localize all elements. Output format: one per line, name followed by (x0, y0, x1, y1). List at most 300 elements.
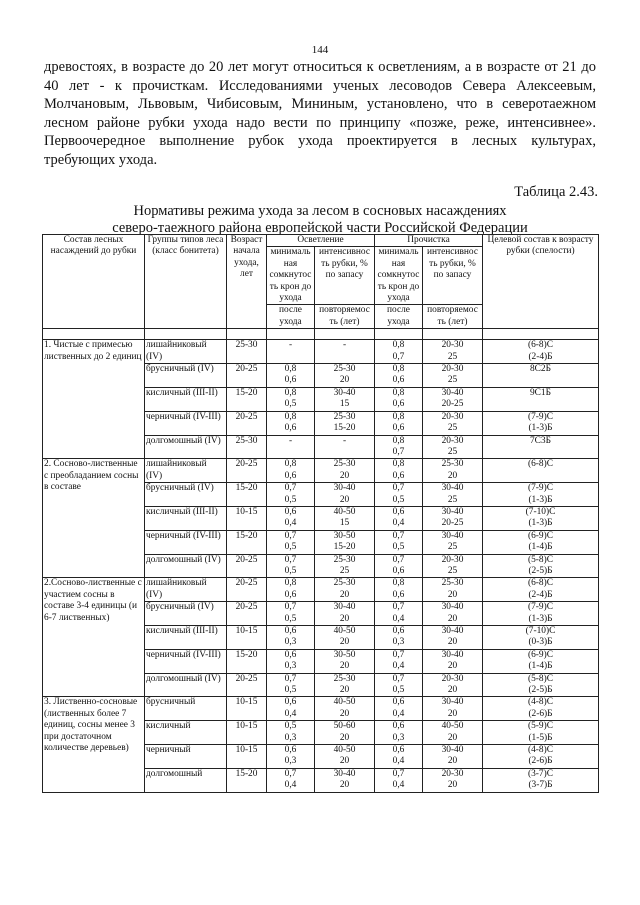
prochistka-closure-cell (375, 411, 423, 435)
start-age-cell: 15-20 (227, 768, 267, 792)
cell-value-bottom: 0,6 (284, 375, 297, 386)
cell-value-bottom: 0,3 (392, 637, 405, 648)
start-age-cell: 20-25 (227, 554, 267, 578)
target-composition-cell: (5-8)С (2-5)Б (483, 673, 599, 697)
header-after: после ухода (267, 305, 315, 329)
spacer-cell (315, 329, 375, 340)
cell-value-bottom: 20-25 (441, 518, 464, 529)
osvetlenie-closure-cell (267, 602, 315, 626)
cell-value-top: 0,5 (284, 721, 297, 732)
cell-value-top: 0,8 (284, 364, 297, 375)
cell-value-bottom: 20 (447, 756, 458, 767)
cell-value-top: 0,6 (392, 745, 405, 756)
osvetlenie-intensity-cell (315, 506, 375, 530)
cell-value-top: 0,8 (392, 435, 405, 446)
cell-value-top: 0,7 (284, 483, 297, 494)
target-composition-cell: (3-7)С (3-7)Б (483, 768, 599, 792)
norms-table (42, 234, 599, 793)
prochistka-intensity-cell (423, 768, 483, 792)
cell-value-top: 30-40 (441, 506, 464, 517)
header-osvetlenie: Осветление (267, 235, 375, 247)
osvetlenie-intensity-cell (315, 530, 375, 554)
prochistka-intensity-cell (423, 435, 483, 459)
cell-value-top: 25-30 (333, 673, 356, 684)
target-composition-cell: (4-8)С (2-6)Б (483, 697, 599, 721)
forest-type-cell: кисличный (III-II) (145, 626, 227, 650)
cell-value-bottom: 0,4 (392, 613, 405, 624)
cell-value-bottom: 20 (447, 685, 458, 696)
cell-value-bottom: 0,6 (392, 470, 405, 481)
cell-value-bottom: 20 (339, 685, 350, 696)
composition-cell: 2. Сосново-лиственные с преобладанием сосны в составе (43, 459, 145, 578)
table-row (43, 340, 599, 364)
cell-value-top: - (288, 340, 293, 351)
start-age-cell: 20-25 (227, 364, 267, 388)
target-composition-cell: 8С2Б (483, 364, 599, 388)
cell-value-top: 0,7 (392, 483, 405, 494)
prochistka-closure-cell (375, 530, 423, 554)
osvetlenie-closure-cell (267, 411, 315, 435)
header-after: после ухода (375, 305, 423, 329)
cell-value-top: 20-30 (441, 673, 464, 684)
cell-value-bottom: 15-20 (333, 423, 356, 434)
cell-value-top: 0,8 (284, 387, 297, 398)
cell-value-top: 0,6 (392, 697, 405, 708)
cell-value-bottom: 20 (339, 470, 350, 481)
cell-value-bottom: 20-25 (441, 399, 464, 410)
cell-value-top: 30-50 (333, 530, 356, 541)
cell-value-bottom: 0,7 (392, 351, 405, 362)
spacer-cell (423, 329, 483, 340)
forest-type-cell: брусничный (IV) (145, 364, 227, 388)
cell-value-top: 50-60 (333, 721, 356, 732)
osvetlenie-intensity-cell (315, 649, 375, 673)
start-age-cell: 20-25 (227, 602, 267, 626)
cell-value-bottom: 25 (447, 542, 458, 553)
cell-value-bottom: 20 (339, 661, 350, 672)
cell-value-top: 0,7 (392, 530, 405, 541)
osvetlenie-closure-cell (267, 697, 315, 721)
cell-value-bottom: 0,5 (284, 542, 297, 553)
prochistka-closure-cell (375, 435, 423, 459)
forest-type-cell: долгомошный (145, 768, 227, 792)
cell-value-bottom: 0,4 (392, 780, 405, 791)
cell-value-bottom: 25 (447, 375, 458, 386)
prochistka-intensity-cell (423, 626, 483, 650)
cell-value-bottom (268, 352, 313, 363)
prochistka-intensity-cell (423, 506, 483, 530)
cell-value-bottom: 0,5 (284, 399, 297, 410)
target-composition-cell: (7-10)С (1-3)Б (483, 506, 599, 530)
cell-value-bottom: 20 (339, 494, 350, 505)
header-intensity: интенсивнос ть рубки, % по запасу (315, 247, 375, 305)
cell-value-top: 0,7 (392, 649, 405, 660)
prochistka-intensity-cell (423, 578, 483, 602)
prochistka-intensity-cell (423, 745, 483, 769)
forest-type-cell: лишайниковый (IV) (145, 578, 227, 602)
osvetlenie-closure-cell (267, 435, 315, 459)
spacer-cell (145, 329, 227, 340)
cell-value-bottom: 0,4 (392, 708, 405, 719)
cell-value-bottom: 20 (339, 780, 350, 791)
cell-value-bottom: 20 (339, 613, 350, 624)
table-row (43, 697, 599, 721)
start-age-cell: 10-15 (227, 626, 267, 650)
cell-value-bottom: 20 (447, 732, 458, 743)
cell-value-bottom: 20 (447, 613, 458, 624)
osvetlenie-intensity-cell (315, 626, 375, 650)
prochistka-closure-cell (375, 721, 423, 745)
cell-value-top: 20-30 (441, 768, 464, 779)
header-min-closure: минималь ная сомкнутос ть крон до ухода (375, 247, 423, 305)
cell-value-top: 0,8 (392, 364, 405, 375)
forest-type-cell: брусничный (IV) (145, 483, 227, 507)
table-label: Таблица 2.43. (514, 184, 598, 200)
cell-value-bottom: 0,4 (392, 518, 405, 529)
header-start-age: Возраст начала ухода, лет (227, 235, 267, 329)
osvetlenie-closure-cell (267, 626, 315, 650)
cell-value-top: 30-40 (441, 387, 464, 398)
cell-value-top: 25-30 (333, 554, 356, 565)
cell-value-bottom: 0,3 (284, 756, 297, 767)
cell-value-top: - (288, 435, 293, 446)
cell-value-top: 0,8 (284, 578, 297, 589)
target-composition-cell: (7-10)С (0-3)Б (483, 626, 599, 650)
start-age-cell: 25-30 (227, 435, 267, 459)
cell-value-top: 0,6 (392, 626, 405, 636)
header-repeat: повторяемос ть (лет) (423, 305, 483, 329)
cell-value-bottom: 0,3 (284, 732, 297, 743)
table-title (44, 203, 596, 236)
osvetlenie-closure-cell (267, 768, 315, 792)
cell-value-top: 0,8 (392, 387, 405, 398)
start-age-cell: 20-25 (227, 411, 267, 435)
cell-value-top: 0,7 (392, 554, 405, 565)
osvetlenie-closure-cell (267, 649, 315, 673)
cell-value-bottom: 0,5 (284, 494, 297, 505)
cell-value-bottom: 20 (447, 661, 458, 672)
forest-type-cell: кисличный (III-II) (145, 387, 227, 411)
cell-value-bottom: 0,6 (284, 470, 297, 481)
osvetlenie-intensity-cell (315, 768, 375, 792)
forest-type-cell: долгомошный (IV) (145, 435, 227, 459)
cell-value-top: 0,8 (392, 411, 405, 422)
cell-value-top: 0,7 (284, 554, 297, 565)
cell-value-bottom: 20 (339, 375, 350, 386)
cell-value-top: 30-40 (441, 649, 464, 660)
prochistka-intensity-cell (423, 340, 483, 364)
prochistka-intensity-cell (423, 387, 483, 411)
osvetlenie-closure-cell (267, 578, 315, 602)
cell-value-top: 30-40 (333, 768, 356, 779)
start-age-cell: 10-15 (227, 721, 267, 745)
prochistka-intensity-cell (423, 602, 483, 626)
cell-value-bottom: 20 (339, 637, 350, 648)
prochistka-closure-cell (375, 745, 423, 769)
target-composition-cell: (6-9)С (1-4)Б (483, 649, 599, 673)
osvetlenie-closure-cell (267, 554, 315, 578)
cell-value-bottom: 0,6 (392, 565, 405, 576)
cell-value-top: 30-40 (441, 626, 464, 636)
target-composition-cell: (5-8)С (2-5)Б (483, 554, 599, 578)
cell-value-bottom: 0,4 (284, 780, 297, 791)
osvetlenie-intensity-cell (315, 578, 375, 602)
start-age-cell: 15-20 (227, 530, 267, 554)
start-age-cell: 15-20 (227, 387, 267, 411)
cell-value-bottom: 20 (447, 780, 458, 791)
target-composition-cell: (7-9)С (1-3)Б (483, 483, 599, 507)
cell-value-top: 25-30 (333, 411, 356, 422)
cell-value-bottom: 15-20 (333, 542, 356, 553)
spacer-cell (267, 329, 315, 340)
header-prochistka: Прочистка (375, 235, 483, 247)
cell-value-top: 30-40 (441, 530, 464, 541)
cell-value-top: 0,7 (284, 602, 297, 613)
cell-value-bottom: 0,6 (284, 423, 297, 434)
header-composition: Состав лесных насаждений до рубки (43, 235, 145, 329)
cell-value-bottom: 20 (339, 589, 350, 600)
cell-value-bottom: 0,6 (392, 589, 405, 600)
cell-value-bottom: 0,3 (284, 661, 297, 672)
cell-value-bottom: 25 (447, 494, 458, 505)
cell-value-top: 0,6 (284, 626, 297, 636)
forest-type-cell: брусничный (IV) (145, 602, 227, 626)
cell-value-bottom: 0,4 (284, 518, 297, 529)
prochistka-closure-cell (375, 459, 423, 483)
cell-value-bottom: 0,5 (392, 494, 405, 505)
cell-value-bottom: 25 (447, 351, 458, 362)
forest-type-cell: черничный (145, 745, 227, 769)
cell-value-top: 0,6 (284, 506, 297, 517)
cell-value-top: 30-50 (333, 649, 356, 660)
forest-type-cell: лишайниковый (IV) (145, 340, 227, 364)
intro-paragraph: древостоях, в возрасте до 20 лет могут относиться к осветлениям, а в возрасте от 21 до 40 лет - к прочисткам. Исследованиями ученых лесоводов Севера Алексеевым, Молчановым, Львовым, Чибисовым, Мининым, установлено, что в северотаежном лесном районе рубки ухода надо вести по принципу «позже, реже, интенсивнее». Первоочередное выполнение рубок ухода проектируется в лесных культурах, требующих ухода. (44, 59, 596, 168)
osvetlenie-intensity-cell (315, 364, 375, 388)
cell-value-bottom: 20 (447, 708, 458, 719)
cell-value-top: 0,8 (284, 459, 297, 470)
cell-value-bottom: 20 (447, 589, 458, 600)
cell-value-bottom: 0,3 (284, 637, 297, 648)
cell-value-bottom: 15 (339, 399, 350, 410)
osvetlenie-closure-cell (267, 387, 315, 411)
osvetlenie-closure-cell (267, 721, 315, 745)
cell-value-bottom: 20 (339, 732, 350, 743)
cell-value-top: 30-40 (441, 745, 464, 756)
target-composition-cell: (7-9)С (1-3)Б (483, 602, 599, 626)
cell-value-top: 30-40 (333, 602, 356, 613)
page-number: 144 (311, 44, 329, 56)
cell-value-top: - (342, 340, 347, 351)
cell-value-top: 0,6 (392, 506, 405, 517)
cell-value-top: 20-30 (441, 411, 464, 422)
start-age-cell: 10-15 (227, 745, 267, 769)
table-title-line: северо-таежного района европейской части Российской Федерации (112, 219, 528, 236)
cell-value-bottom (316, 352, 373, 363)
cell-value-bottom: 25 (447, 423, 458, 434)
forest-type-cell: долгомошный (IV) (145, 554, 227, 578)
osvetlenie-closure-cell (267, 364, 315, 388)
cell-value-top: 25-30 (333, 578, 356, 589)
cell-value-bottom: 0,3 (392, 732, 405, 743)
cell-value-bottom: 20 (447, 470, 458, 481)
header-target: Целевой состав к возрасту рубки (спелости) (483, 235, 599, 329)
target-composition-cell: (6-8)С (2-4)Б (483, 340, 599, 364)
prochistka-closure-cell (375, 768, 423, 792)
prochistka-intensity-cell (423, 364, 483, 388)
prochistka-closure-cell (375, 578, 423, 602)
osvetlenie-closure-cell (267, 530, 315, 554)
cell-value-bottom: 0,4 (392, 661, 405, 672)
cell-value-top: 20-30 (441, 364, 464, 375)
start-age-cell: 20-25 (227, 459, 267, 483)
osvetlenie-closure-cell (267, 745, 315, 769)
target-composition-cell: (4-8)С (2-6)Б (483, 745, 599, 769)
start-age-cell: 25-30 (227, 340, 267, 364)
cell-value-bottom: 0,6 (284, 589, 297, 600)
target-composition-cell: (7-9)С (1-3)Б (483, 411, 599, 435)
cell-value-top: 0,8 (392, 340, 405, 351)
forest-type-cell: черничный (IV-III) (145, 411, 227, 435)
start-age-cell: 15-20 (227, 483, 267, 507)
prochistka-closure-cell (375, 483, 423, 507)
cell-value-bottom: 25 (339, 565, 350, 576)
target-composition-cell: 9С1Б (483, 387, 599, 411)
cell-value-top: 0,6 (392, 721, 405, 732)
cell-value-top: 25-30 (441, 578, 464, 589)
cell-value-bottom (316, 447, 373, 458)
forest-type-cell: долгомошный (IV) (145, 673, 227, 697)
cell-value-top: 40-50 (441, 721, 464, 732)
osvetlenie-intensity-cell (315, 745, 375, 769)
prochistka-closure-cell (375, 697, 423, 721)
forest-type-cell: черничный (IV-III) (145, 649, 227, 673)
target-composition-cell: (6-9)С (1-4)Б (483, 530, 599, 554)
osvetlenie-intensity-cell (315, 340, 375, 364)
prochistka-closure-cell (375, 602, 423, 626)
cell-value-bottom (268, 447, 313, 458)
cell-value-top: 0,7 (392, 768, 405, 779)
cell-value-bottom: 0,6 (392, 375, 405, 386)
table-row (43, 459, 599, 483)
prochistka-intensity-cell (423, 721, 483, 745)
cell-value-bottom: 0,4 (284, 708, 297, 719)
prochistka-closure-cell (375, 364, 423, 388)
cell-value-top: 25-30 (333, 364, 356, 375)
cell-value-bottom: 15 (339, 518, 350, 529)
target-composition-cell: 7С3Б (483, 435, 599, 459)
forest-type-cell: черничный (IV-III) (145, 530, 227, 554)
composition-cell: 1. Чистые с примесью лиственных до 2 единиц (43, 340, 145, 459)
osvetlenie-intensity-cell (315, 483, 375, 507)
cell-value-top: 0,8 (284, 411, 297, 422)
osvetlenie-intensity-cell (315, 721, 375, 745)
osvetlenie-intensity-cell (315, 697, 375, 721)
osvetlenie-intensity-cell (315, 435, 375, 459)
cell-value-top: 30-40 (441, 483, 464, 494)
prochistka-closure-cell (375, 649, 423, 673)
cell-value-bottom: 0,7 (392, 446, 405, 457)
table-body (43, 329, 599, 792)
cell-value-top: 0,6 (284, 649, 297, 660)
forest-type-cell: лишайниковый (IV) (145, 459, 227, 483)
cell-value-bottom: 20 (339, 708, 350, 719)
osvetlenie-closure-cell (267, 483, 315, 507)
forest-type-cell: брусничный (145, 697, 227, 721)
osvetlenie-intensity-cell (315, 387, 375, 411)
start-age-cell: 15-20 (227, 649, 267, 673)
prochistka-intensity-cell (423, 554, 483, 578)
cell-value-bottom: 25 (447, 446, 458, 457)
cell-value-top: 40-50 (333, 506, 356, 517)
cell-value-top: 0,8 (392, 459, 405, 470)
cell-value-top: 0,7 (392, 673, 405, 684)
osvetlenie-closure-cell (267, 340, 315, 364)
cell-value-top: 0,6 (284, 745, 297, 756)
spacer-cell (375, 329, 423, 340)
target-composition-cell: (5-9)С (1-5)Б (483, 721, 599, 745)
cell-value-bottom: 0,5 (392, 542, 405, 553)
target-composition-cell: (6-8)С (483, 459, 599, 483)
cell-value-top: - (342, 435, 347, 446)
table-row (43, 578, 599, 602)
cell-value-bottom: 0,4 (392, 756, 405, 767)
osvetlenie-intensity-cell (315, 602, 375, 626)
prochistka-closure-cell (375, 554, 423, 578)
prochistka-closure-cell (375, 506, 423, 530)
cell-value-top: 40-50 (333, 626, 356, 636)
header-min-closure: минималь ная сомкнутос ть крон до ухода (267, 247, 315, 305)
start-age-cell: 20-25 (227, 578, 267, 602)
prochistka-intensity-cell (423, 459, 483, 483)
cell-value-top: 40-50 (333, 697, 356, 708)
start-age-cell: 10-15 (227, 506, 267, 530)
cell-value-bottom: 0,5 (392, 685, 405, 696)
cell-value-bottom: 0,6 (392, 423, 405, 434)
forest-type-cell: кисличный (III-II) (145, 506, 227, 530)
prochistka-intensity-cell (423, 411, 483, 435)
osvetlenie-closure-cell (267, 506, 315, 530)
cell-value-top: 0,7 (284, 673, 297, 684)
cell-value-top: 0,7 (284, 530, 297, 541)
prochistka-intensity-cell (423, 530, 483, 554)
table-title-line: Нормативы режима ухода за лесом в сосновых насаждениях (133, 203, 507, 219)
prochistka-closure-cell (375, 626, 423, 650)
cell-value-top: 30-40 (441, 602, 464, 613)
cell-value-top: 30-40 (333, 483, 356, 494)
cell-value-top: 25-30 (441, 459, 464, 470)
osvetlenie-intensity-cell (315, 673, 375, 697)
cell-value-top: 25-30 (333, 459, 356, 470)
cell-value-bottom: 0,6 (392, 399, 405, 410)
spacer-cell (483, 329, 599, 340)
start-age-cell: 20-25 (227, 673, 267, 697)
prochistka-closure-cell (375, 673, 423, 697)
forest-type-cell: кисличный (145, 721, 227, 745)
cell-value-top: 30-40 (441, 697, 464, 708)
cell-value-top: 0,7 (392, 602, 405, 613)
header-repeat: повторяемос ть (лет) (315, 305, 375, 329)
start-age-cell: 10-15 (227, 697, 267, 721)
prochistka-closure-cell (375, 340, 423, 364)
cell-value-top: 0,6 (284, 697, 297, 708)
cell-value-bottom: 0,5 (284, 565, 297, 576)
header-forest-types: Группы типов леса (класс бонитета) (145, 235, 227, 329)
prochistka-intensity-cell (423, 697, 483, 721)
cell-value-top: 20-30 (441, 340, 464, 351)
cell-value-bottom: 25 (447, 565, 458, 576)
osvetlenie-intensity-cell (315, 459, 375, 483)
cell-value-bottom: 20 (447, 637, 458, 648)
